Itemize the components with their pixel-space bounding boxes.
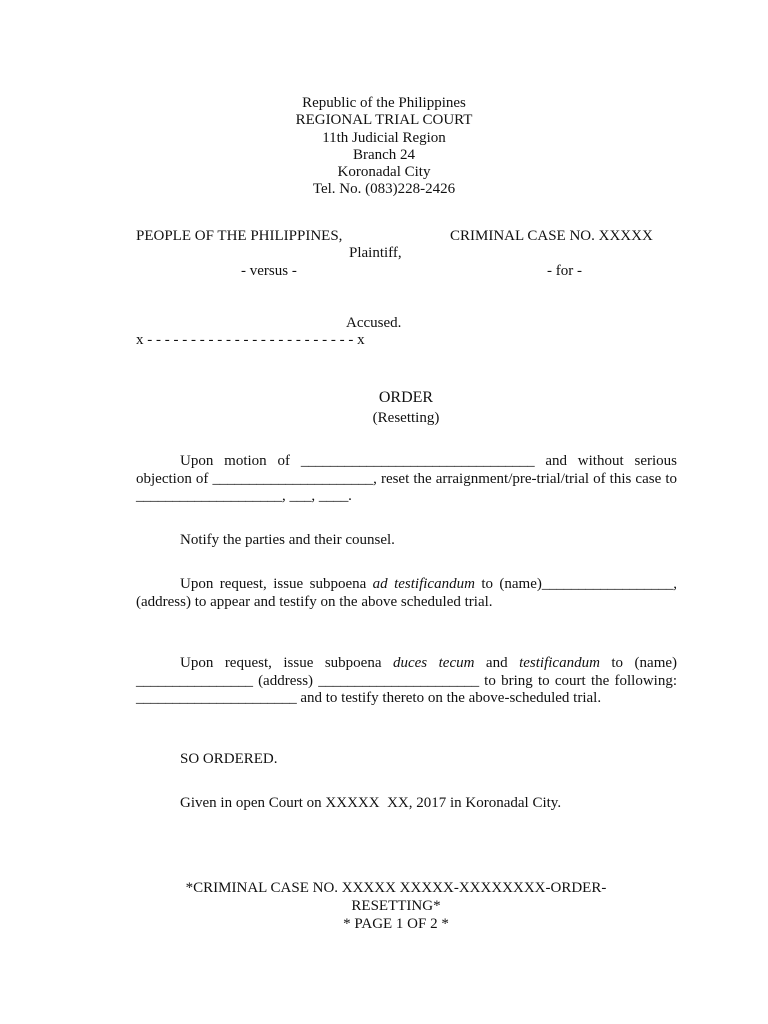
header-line-court: REGIONAL TRIAL COURT bbox=[295, 112, 473, 129]
objector-blank: ______________________ bbox=[212, 470, 374, 487]
header-line-republic: Republic of the Philippines bbox=[302, 95, 466, 111]
reset-day-blank: ___ bbox=[289, 488, 312, 504]
order-title-block bbox=[0, 388, 768, 428]
subpoena-duces-text-6: and to testify thereto on the above-scheduled trial. bbox=[300, 690, 602, 706]
subpoena-ad-testificandum-paragraph bbox=[136, 576, 677, 611]
motion-text-1: Upon motion of bbox=[180, 453, 291, 469]
subpoena-duces-text-5: to bring to court the following: bbox=[484, 672, 678, 689]
notify-paragraph bbox=[136, 532, 677, 550]
ad-testificandum-term: ad testificandum bbox=[372, 576, 475, 592]
given-text: Given in open Court on XXXXX XX, 2017 in Koronadal City. bbox=[180, 795, 562, 811]
testificandum-term: testificandum bbox=[519, 655, 600, 671]
subpoena-duces-text-1: Upon request, issue subpoena bbox=[180, 655, 382, 671]
versus-label: - versus - bbox=[241, 263, 297, 279]
caption-x-line: x - - - - - - - - - - - - - - - - - - - - - - - - x bbox=[136, 332, 365, 348]
accused-label: Accused. bbox=[346, 315, 402, 331]
plaintiff-label: Plaintiff, bbox=[349, 245, 402, 261]
motion-text-3: , reset the arraignment/pre-trial/trial of this case to bbox=[373, 470, 678, 487]
so-ordered-paragraph bbox=[136, 751, 677, 769]
reset-date-blank: ____________________ bbox=[136, 488, 283, 504]
subpoena-duces-text-2: and bbox=[485, 655, 508, 671]
duces-tecum-term: duces tecum bbox=[392, 655, 475, 671]
subpoena-duces-text-4: (address) bbox=[258, 672, 314, 689]
order-subtitle: (Resetting) bbox=[372, 410, 440, 426]
notify-text: Notify the parties and their counsel. bbox=[180, 532, 395, 548]
duces-name-blank: ________________ bbox=[136, 672, 253, 689]
motion-comma-2: , bbox=[311, 488, 316, 504]
header-line-telephone: Tel. No. (083)228-2426 bbox=[312, 181, 456, 198]
duces-address-blank: ______________________ bbox=[318, 672, 479, 689]
subpoena-ad-text-3: , (address) to appear and testify on the above scheduled trial. bbox=[136, 576, 678, 610]
movant-blank: ________________________________ bbox=[300, 453, 535, 469]
court-header bbox=[0, 95, 768, 199]
subpoena-duces-tecum-paragraph bbox=[136, 655, 677, 708]
motion-comma-1: , bbox=[282, 488, 286, 504]
page-footer bbox=[0, 879, 768, 933]
order-title: ORDER bbox=[378, 389, 434, 406]
witness-name-blank: __________________ bbox=[541, 576, 674, 592]
motion-text-2: and without serious objection of bbox=[136, 453, 677, 487]
so-ordered-text: SO ORDERED. bbox=[180, 751, 278, 767]
subpoena-ad-text-2: to (name) bbox=[481, 576, 542, 592]
given-paragraph bbox=[136, 795, 677, 813]
subpoena-ad-text-1: Upon request, issue subpoena bbox=[180, 576, 367, 592]
footer-page-number: * PAGE 1 OF 2 * bbox=[343, 916, 449, 932]
case-caption bbox=[136, 228, 688, 353]
header-line-branch: Branch 24 bbox=[352, 146, 416, 163]
footer-resetting-line: RESETTING* bbox=[351, 898, 441, 914]
header-line-region: 11th Judicial Region bbox=[322, 129, 446, 146]
header-line-city: Koronadal City bbox=[337, 164, 431, 181]
motion-paragraph bbox=[136, 453, 677, 506]
footer-case-line: *CRIMINAL CASE NO. XXXXX XXXXX-XXXXXXXX-ORDER- bbox=[185, 880, 607, 896]
plaintiff-name: PEOPLE OF THE PHILIPPINES, bbox=[136, 228, 343, 244]
documents-blank: ______________________ bbox=[136, 690, 297, 706]
case-number: CRIMINAL CASE NO. XXXXX bbox=[450, 228, 653, 244]
motion-period: . bbox=[348, 488, 352, 504]
offense-for-label: - for - bbox=[547, 263, 582, 279]
reset-year-blank: ____ bbox=[318, 488, 349, 504]
subpoena-duces-text-3: to (name) bbox=[611, 655, 678, 671]
